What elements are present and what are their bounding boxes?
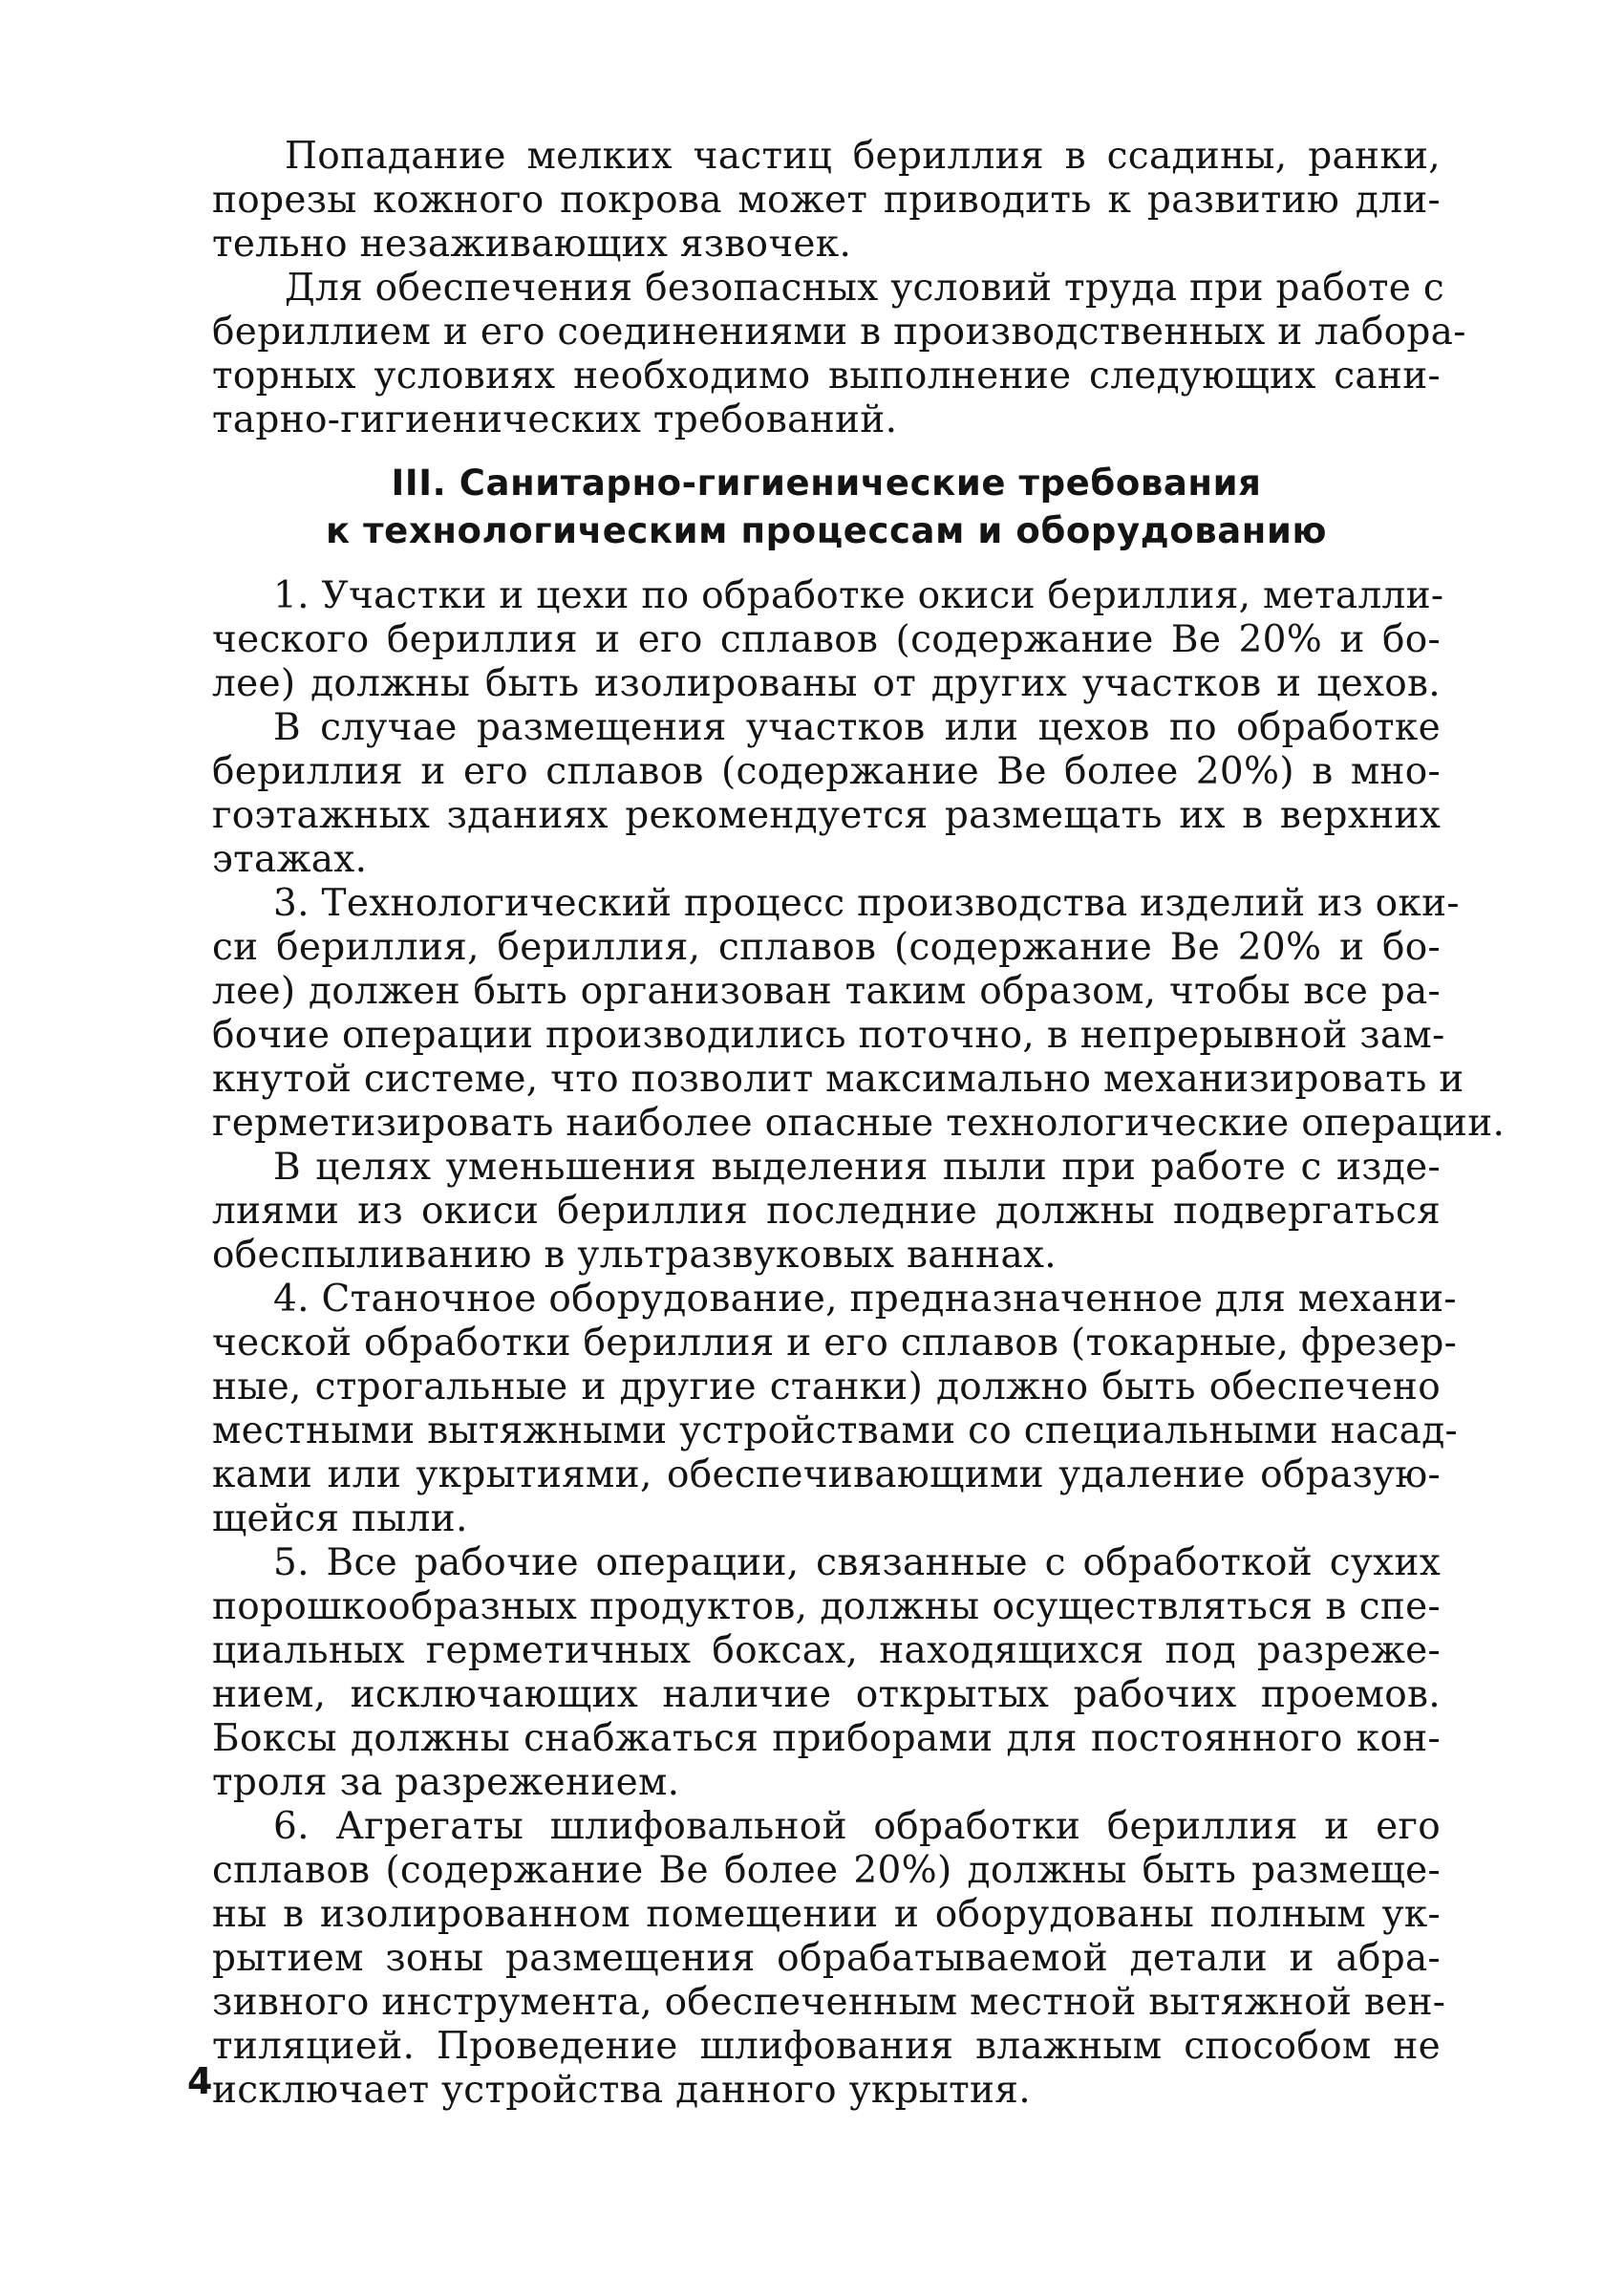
text-line: 6. Агрегаты шлифовальной обработки бериллия и его <box>273 1805 1441 1848</box>
text-line: щейся пыли. <box>212 1497 468 1540</box>
text-line: ческой обработки бериллия и его сплавов (токарные, фрезер- <box>212 1322 1458 1365</box>
text-line: торных условиях необходимо выполнение следующих сани- <box>212 355 1441 398</box>
text-line: нием, исключающих наличие открытых рабочих проемов. <box>212 1673 1441 1716</box>
text-line: этажах. <box>212 838 368 881</box>
text-line: 4. Станочное оборудование, предназначенное для механи- <box>273 1278 1457 1321</box>
text-line: лее) должен быть организован таким образом, чтобы все ра- <box>212 970 1441 1013</box>
text-line: 1. Участки и цехи по обработке окиси бериллия, металли- <box>273 574 1444 617</box>
text-line: циальных герметичных боксах, находящихся под разреже- <box>212 1629 1441 1672</box>
text-line: сплавов (содержание Be более 20%) должны быть размеще- <box>212 1849 1441 1892</box>
text-line: тарно-гигиенических требований. <box>212 398 898 441</box>
text-line: лиями из окиси бериллия последние должны подвергаться <box>212 1190 1441 1233</box>
text-line: обеспыливанию в ультразвуковых ваннах. <box>212 1234 1057 1277</box>
section-heading-line: III. Санитарно-гигиенические требования <box>391 462 1262 504</box>
text-line: бочие операции производились поточно, в непрерывной зам- <box>212 1014 1445 1057</box>
text-line: Попадание мелких частиц бериллия в ссадины, ранки, <box>285 135 1441 178</box>
text-line: 3. Технологический процесс производства изделий из оки- <box>273 882 1460 925</box>
text-line: троля за разрежением. <box>212 1761 680 1804</box>
text-line: си бериллия, бериллия, сплавов (содержание Be 20% и бо- <box>212 926 1441 969</box>
text-line: тиляцией. Проведение шлифования влажным способом не <box>212 2025 1441 2068</box>
text-line: бериллия и его сплавов (содержание Be более 20%) в мно- <box>212 750 1441 793</box>
text-line: ны в изолированном помещении и оборудованы полным ук- <box>212 1893 1441 1936</box>
text-line: кнутой системе, что позволит максимально механизировать и <box>212 1058 1464 1101</box>
text-line: ные, строгальные и другие станки) должно быть обеспечено <box>212 1365 1441 1408</box>
page-number: 4 <box>187 2060 213 2102</box>
text-line: гоэтажных зданиях рекомендуется размещать их в верхних <box>212 794 1441 837</box>
text-line: тельно незаживающих язвочек. <box>212 223 852 266</box>
text-line: местными вытяжными устройствами со специальными насад- <box>212 1409 1459 1452</box>
text-line: 5. Все рабочие операции, связанные с обработкой сухих <box>273 1541 1441 1584</box>
text-line: порошкообразных продуктов, должны осуществляться в спе- <box>212 1585 1441 1628</box>
text-line: ческого бериллия и его сплавов (содержание Be 20% и бо- <box>212 618 1441 661</box>
text-line: лее) должны быть изолированы от других участков и цехов. <box>212 662 1441 705</box>
text-line: ками или укрытиями, обеспечивающими удаление образую- <box>212 1453 1441 1496</box>
text-line: В целях уменьшения выделения пыли при работе с изде- <box>273 1146 1441 1189</box>
text-line: исключает устройства данного укрытия. <box>212 2069 1031 2112</box>
text-line: зивного инструмента, обеспеченным местной вытяжной вен- <box>212 1981 1446 2024</box>
text-line: рытием зоны размещения обрабатываемой детали и абра- <box>212 1937 1441 1980</box>
text-line: герметизировать наиболее опасные технологические операции. <box>212 1102 1506 1145</box>
text-line: Для обеспечения безопасных условий труда при работе с <box>285 267 1444 310</box>
text-line: Боксы должны снабжаться приборами для постоянного кон- <box>212 1717 1441 1760</box>
section-heading-line: к технологическим процессам и оборудованию <box>325 510 1328 551</box>
text-line: бериллием и его соединениями в производственных и лабора- <box>212 311 1466 354</box>
text-line: В случае размещения участков или цехов по обработке <box>273 706 1441 749</box>
text-line: порезы кожного покрова может приводить к развитию дли- <box>212 179 1441 222</box>
